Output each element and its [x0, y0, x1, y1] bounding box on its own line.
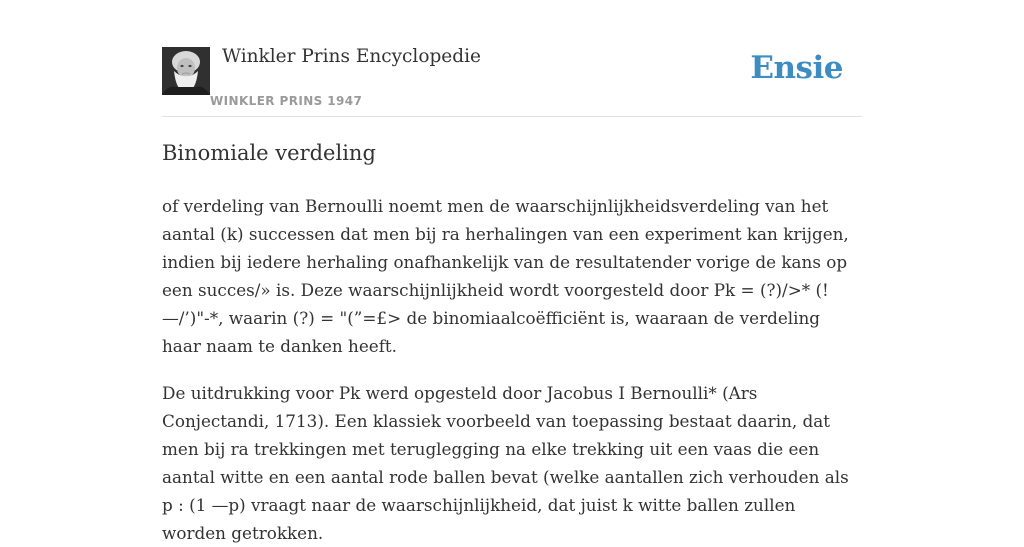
source-header [162, 0, 862, 117]
source-title[interactable]: Winkler Prins Encyclopedie [222, 46, 481, 67]
page-title: Binomiale verdeling [162, 141, 376, 165]
ensie-logo[interactable]: Ensie [750, 50, 843, 86]
article-paragraph: of verdeling van Bernoulli noemt men de waarschijnlijkheidsverdeling van het aantal (k) successen dat men bij ra herhalingen van een experiment kan krijgen, indien bij iedere herhaling onafhankelijk van de resultatender vorige de kans op een succes/» is. Deze waarschijnlijkheid wordt voorgesteld door Pk = (?)/>* (!—/’)"-*, waarin (?) = "(”=£> de binomiaalcoëfficiënt is, waaraan de verdeling haar naam te danken heeft. [162, 196, 849, 356]
source-subtitle[interactable]: WINKLER PRINS 1947 [210, 94, 363, 108]
bearded-man-portrait-icon [162, 47, 210, 95]
avatar[interactable] [162, 47, 210, 95]
article-paragraph: De uitdrukking voor Pk werd opgesteld door Jacobus I Bernoulli* (Ars Conjectandi, 1713). Een klassiek voorbeeld van toepassing bestaat daarin, dat men bij ra trekkingen met teruglegging na elke trekking uit een vaas die een aantal witte en een aantal rode ballen bevat (welke aantallen zich verhouden als p : (1 —p) vraagt naar de waarschijnlijkheid, dat juist k witte ballen zullen worden getrokken. [162, 383, 849, 543]
page-content [162, 0, 862, 543]
